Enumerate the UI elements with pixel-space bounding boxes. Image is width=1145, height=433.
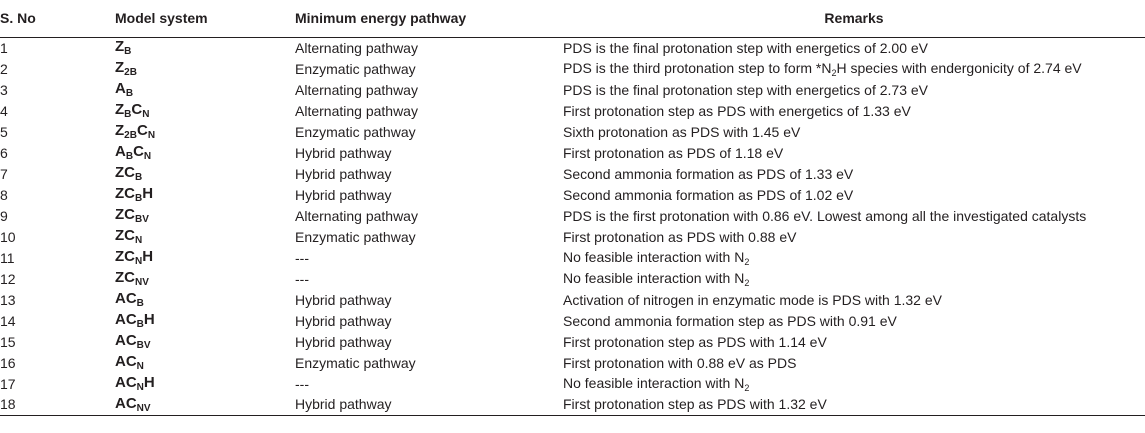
model-system-cell xyxy=(115,226,295,247)
remarks-cell xyxy=(563,226,1145,247)
remark-text: H species with endergonicity of 2.74 eV xyxy=(836,59,1082,76)
remarks-cell xyxy=(563,58,1145,79)
model-text: ZC xyxy=(115,185,135,202)
table-row xyxy=(0,268,1145,289)
remarks-cell xyxy=(563,310,1145,331)
sno-cell: 18 xyxy=(0,394,115,415)
remarks-cell xyxy=(563,121,1145,142)
model-text: Z xyxy=(115,101,125,118)
table-row xyxy=(0,184,1145,205)
remark-subscript: 2 xyxy=(831,67,837,78)
sno-cell: 16 xyxy=(0,354,16,371)
remarks-cell xyxy=(563,163,1145,184)
model-text: ZC xyxy=(115,227,135,244)
sno-cell: 3 xyxy=(0,81,8,98)
remarks-cell xyxy=(563,373,1145,394)
table-body xyxy=(0,37,1145,415)
sno-cell: 6 xyxy=(0,144,8,161)
model-system-cell xyxy=(115,289,295,310)
pathway-cell: --- xyxy=(295,249,309,266)
model-system-cell xyxy=(115,247,295,268)
table-row xyxy=(0,310,1145,331)
sno-cell: 7 xyxy=(0,165,8,182)
remarks-cell xyxy=(563,268,1145,289)
model-text: AC xyxy=(115,290,137,307)
table-row xyxy=(0,247,1145,268)
sno-cell: 17 xyxy=(0,375,16,392)
remark-subscript: 2 xyxy=(744,277,750,288)
model-subscript: N xyxy=(135,235,143,246)
model-subscript: N xyxy=(142,109,150,120)
pathway-cell: Hybrid pathway xyxy=(295,312,392,329)
pathway-cell: Enzymatic pathway xyxy=(295,60,416,77)
model-text: A xyxy=(115,143,126,160)
table-row xyxy=(0,331,1145,352)
remark-text: First protonation step as PDS with energetics of 1.33 eV xyxy=(563,102,911,119)
model-text: H xyxy=(143,311,155,328)
model-subscript: 2B xyxy=(124,130,137,141)
model-system-cell xyxy=(115,268,295,289)
pathway-cell: Enzymatic pathway xyxy=(295,228,416,245)
model-subscript: B xyxy=(136,319,144,330)
header-remarks: Remarks xyxy=(563,0,1145,37)
remarks-cell xyxy=(563,247,1145,268)
model-subscript: N xyxy=(136,382,144,393)
model-subscript: 2B xyxy=(124,67,137,78)
model-system-cell xyxy=(115,58,295,79)
remark-text: No feasible interaction with N xyxy=(563,374,745,391)
pathway-cell: --- xyxy=(295,270,309,287)
remark-text: First protonation as PDS with 0.88 eV xyxy=(563,228,797,245)
header-minimum-energy-pathway: Minimum energy pathway xyxy=(295,0,563,37)
model-text: C xyxy=(133,143,144,160)
pathway-cell: Hybrid pathway xyxy=(295,186,392,203)
remark-text: PDS is the final protonation step with energetics of 2.00 eV xyxy=(563,39,928,56)
model-system-cell xyxy=(115,331,295,352)
model-system-cell xyxy=(115,121,295,142)
model-subscript: B xyxy=(135,193,143,204)
remarks-cell xyxy=(563,184,1145,205)
remarks-cell xyxy=(563,289,1145,310)
pathway-cell: Hybrid pathway xyxy=(295,333,392,350)
model-subscript: N xyxy=(135,256,143,267)
remarks-cell xyxy=(563,394,1145,415)
pathway-cell: Hybrid pathway xyxy=(295,394,563,415)
pathway-cell: --- xyxy=(295,375,309,392)
remarks-cell xyxy=(563,331,1145,352)
model-text: AC xyxy=(115,374,137,391)
model-system-cell xyxy=(115,79,295,100)
pathway-cell: Enzymatic pathway xyxy=(295,123,416,140)
sno-cell: 5 xyxy=(0,123,8,140)
model-subscript: B xyxy=(124,109,132,120)
model-system-cell xyxy=(115,205,295,226)
remark-text: First protonation as PDS of 1.18 eV xyxy=(563,144,784,161)
model-subscript: N xyxy=(147,130,156,141)
remarks-cell xyxy=(563,142,1145,163)
model-text: AC xyxy=(115,394,137,412)
remark-text: First protonation step as PDS with 1.14 eV xyxy=(563,333,827,350)
table-row xyxy=(0,142,1145,163)
table-row xyxy=(0,58,1145,79)
model-text: ZC xyxy=(115,164,135,181)
model-text: AC xyxy=(115,353,137,370)
remarks-cell xyxy=(563,100,1145,121)
model-text: AC xyxy=(115,332,137,349)
model-text: Z xyxy=(115,38,125,56)
sno-cell: 1 xyxy=(0,39,8,56)
pathway-cell: Alternating pathway xyxy=(295,102,418,119)
remark-text: Activation of nitrogen in enzymatic mode is PDS with 1.32 eV xyxy=(563,291,942,308)
pathway-cell: Hybrid pathway xyxy=(295,165,392,182)
pathway-cell: Alternating pathway xyxy=(295,39,418,56)
header-sno: S. No xyxy=(0,0,115,37)
sno-cell: 15 xyxy=(0,333,16,350)
model-text: H xyxy=(142,248,154,265)
remarks-cell xyxy=(563,79,1145,100)
header-model-system: Model system xyxy=(115,0,295,37)
remark-subscript: 2 xyxy=(744,382,750,393)
sno-cell: 11 xyxy=(0,249,15,266)
model-text: ZC xyxy=(115,206,135,223)
remark-text: No feasible interaction with N xyxy=(563,269,745,286)
remark-text: First protonation step as PDS with 1.32 eV xyxy=(563,396,827,413)
model-text: H xyxy=(143,374,155,391)
table-row xyxy=(0,205,1145,226)
model-subscript: B xyxy=(125,151,134,162)
model-text: ZC xyxy=(115,248,135,265)
remark-text: Second ammonia formation as PDS of 1.33 eV xyxy=(563,165,854,182)
model-subscript: NV xyxy=(135,277,149,288)
model-text: ZC xyxy=(115,269,135,286)
remark-text: PDS is the final protonation step with energetics of 2.73 eV xyxy=(563,81,928,98)
model-subscript: N xyxy=(143,151,152,162)
model-text: H xyxy=(142,185,154,202)
table-row xyxy=(0,121,1145,142)
model-text: Z xyxy=(115,122,125,139)
model-subscript: BV xyxy=(136,340,151,351)
model-text: AC xyxy=(115,311,137,328)
remark-text: No feasible interaction with N xyxy=(563,248,745,265)
table-row xyxy=(0,289,1145,310)
sno-cell: 2 xyxy=(0,60,8,77)
model-system-cell xyxy=(115,373,295,394)
pathway-cell: Alternating pathway xyxy=(295,81,418,98)
table-row xyxy=(0,373,1145,394)
model-system-cell xyxy=(115,310,295,331)
header-row xyxy=(0,0,1145,37)
model-text: C xyxy=(136,122,148,139)
remarks-cell xyxy=(563,205,1145,226)
table-row xyxy=(0,163,1145,184)
remark-text: Second ammonia formation step as PDS with 0.91 eV xyxy=(563,312,897,329)
model-text: Z xyxy=(115,59,125,76)
sno-cell: 10 xyxy=(0,228,16,245)
remark-text: First protonation with 0.88 eV as PDS xyxy=(563,354,797,371)
model-system-cell xyxy=(115,142,295,163)
pathway-cell: Alternating pathway xyxy=(295,207,418,224)
sno-cell: 9 xyxy=(0,207,8,224)
model-text: C xyxy=(131,101,143,118)
remark-text: Sixth protonation as PDS with 1.45 eV xyxy=(563,123,801,140)
table-row xyxy=(0,37,1145,58)
model-subscript: B xyxy=(125,88,134,99)
sno-cell: 8 xyxy=(0,186,8,203)
model-system-cell xyxy=(115,394,295,415)
pathway-cell: Enzymatic pathway xyxy=(295,354,416,371)
model-system-cell xyxy=(115,100,295,121)
sno-cell: 12 xyxy=(0,270,16,287)
model-system-cell xyxy=(115,163,295,184)
model-text: A xyxy=(115,80,126,97)
model-system-cell xyxy=(115,184,295,205)
model-system-cell xyxy=(115,352,295,373)
model-system-cell xyxy=(115,37,295,58)
sno-cell: 13 xyxy=(0,291,16,308)
table-row xyxy=(0,394,1145,415)
table-row xyxy=(0,79,1145,100)
model-subscript: B xyxy=(135,172,143,183)
table-row xyxy=(0,100,1145,121)
sno-cell: 14 xyxy=(0,312,16,329)
table-row xyxy=(0,226,1145,247)
table-row xyxy=(0,352,1145,373)
remarks-cell xyxy=(563,352,1145,373)
remark-text: Second ammonia formation as PDS of 1.02 eV xyxy=(563,186,854,203)
remark-subscript: 2 xyxy=(744,256,750,267)
remark-text: PDS is the first protonation with 0.86 eV. Lowest among all the investigated catalysts xyxy=(563,207,1087,224)
remarks-cell xyxy=(563,37,1145,58)
pathway-cell: Hybrid pathway xyxy=(295,144,392,161)
model-subscript: NV xyxy=(136,402,151,414)
model-subscript: B xyxy=(136,298,144,309)
pathway-cell: Hybrid pathway xyxy=(295,291,392,308)
sno-cell: 4 xyxy=(0,102,8,119)
model-subscript: B xyxy=(124,46,132,58)
model-subscript: BV xyxy=(135,214,149,225)
remark-text: PDS is the third protonation step to form *N xyxy=(563,59,832,76)
model-subscript: N xyxy=(136,361,144,372)
